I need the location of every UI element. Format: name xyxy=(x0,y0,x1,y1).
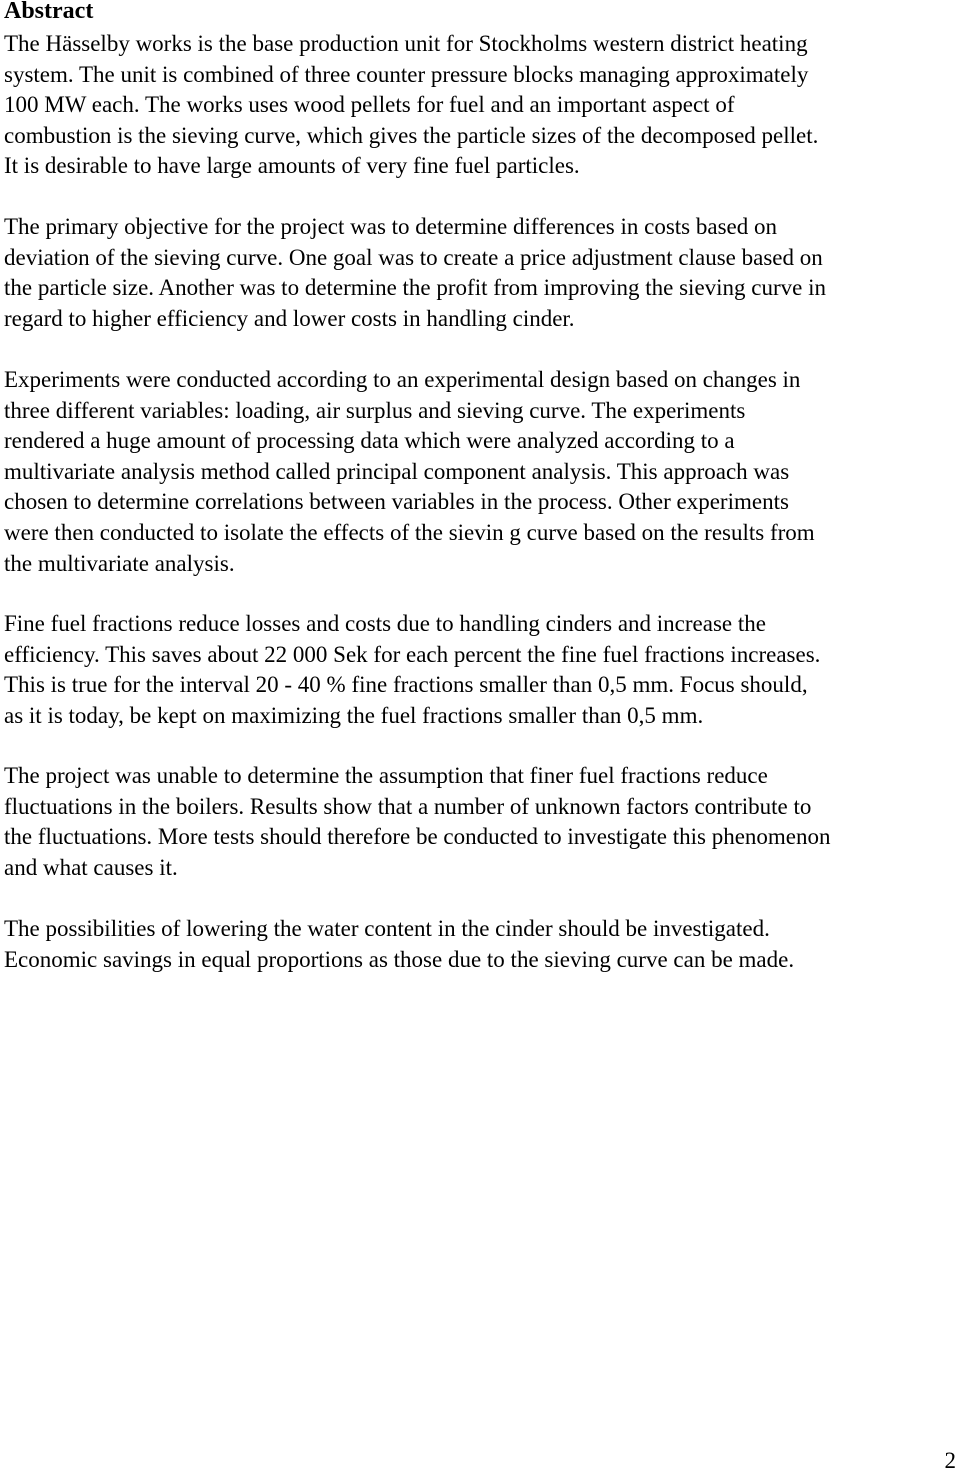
text-line: Experiments were conducted according to an experimental design based on changes in xyxy=(4,367,801,392)
text-line: were then conducted to isolate the effects of the sievin g curve based on the results from xyxy=(4,519,815,545)
text-line: The primary objective for the project was to determine differences in costs based on xyxy=(4,214,777,239)
text-line: deviation of the sieving curve. One goal was to create a price adjustment clause based on xyxy=(4,244,823,270)
text-line: fluctuations in the boilers. Results show that a number of unknown factors contribute to xyxy=(4,793,812,819)
text-line: and what causes it. xyxy=(4,854,178,880)
text-line: The project was unable to determine the assumption that finer fuel fractions reduce xyxy=(4,763,768,788)
text-line: multivariate analysis method called principal component analysis. This approach was xyxy=(4,458,790,484)
text-line: Economic savings in equal proportions as those due to the sieving curve can be made. xyxy=(4,946,795,972)
text-line: combustion is the sieving curve, which gives the particle sizes of the decomposed pellet. xyxy=(4,122,819,148)
text-line: The possibilities of lowering the water content in the cinder should be investigated. xyxy=(4,916,770,941)
text-line: rendered a huge amount of processing data which were analyzed according to a xyxy=(4,428,735,454)
text-line: chosen to determine correlations between variables in the process. Other experiments xyxy=(4,489,789,515)
text-line: system. The unit is combined of three counter pressure blocks managing approximately xyxy=(4,61,809,87)
page-number: 2 xyxy=(944,1448,956,1473)
abstract-paragraph-3 xyxy=(4,365,815,579)
text-line: The Hässelby works is the base production unit for Stockholms western district heating xyxy=(4,31,808,56)
text-line: efficiency. This saves about 22 000 Sek for each percent the fine fuel fractions increases. xyxy=(4,641,821,667)
abstract-paragraph-2 xyxy=(4,212,826,334)
text-line: the multivariate analysis. xyxy=(4,550,235,576)
text-line: 100 MW each. The works uses wood pellets for fuel and an important aspect of xyxy=(4,92,735,118)
text-line: This is true for the interval 20 - 40 % fine fractions smaller than 0,5 mm. Focus should, xyxy=(4,672,808,698)
text-line: It is desirable to have large amounts of very fine fuel particles. xyxy=(4,153,580,179)
abstract-paragraph-6 xyxy=(4,914,794,975)
text-line: three different variables: loading, air surplus and sieving curve. The experiments xyxy=(4,397,746,423)
text-line: the fluctuations. More tests should therefore be conducted to investigate this phenomenon xyxy=(4,824,831,850)
abstract-paragraph-1 xyxy=(4,29,818,182)
text-line: regard to higher efficiency and lower costs in handling cinder. xyxy=(4,305,575,331)
abstract-heading: Abstract xyxy=(4,0,94,24)
abstract-paragraph-5 xyxy=(4,761,831,883)
text-line: the particle size. Another was to determine the profit from improving the sieving curve in xyxy=(4,275,827,301)
text-line: Fine fuel fractions reduce losses and costs due to handling cinders and increase the xyxy=(4,611,766,636)
abstract-paragraph-4 xyxy=(4,609,820,731)
text-line: as it is today, be kept on maximizing the fuel fractions smaller than 0,5 mm. xyxy=(4,702,704,728)
